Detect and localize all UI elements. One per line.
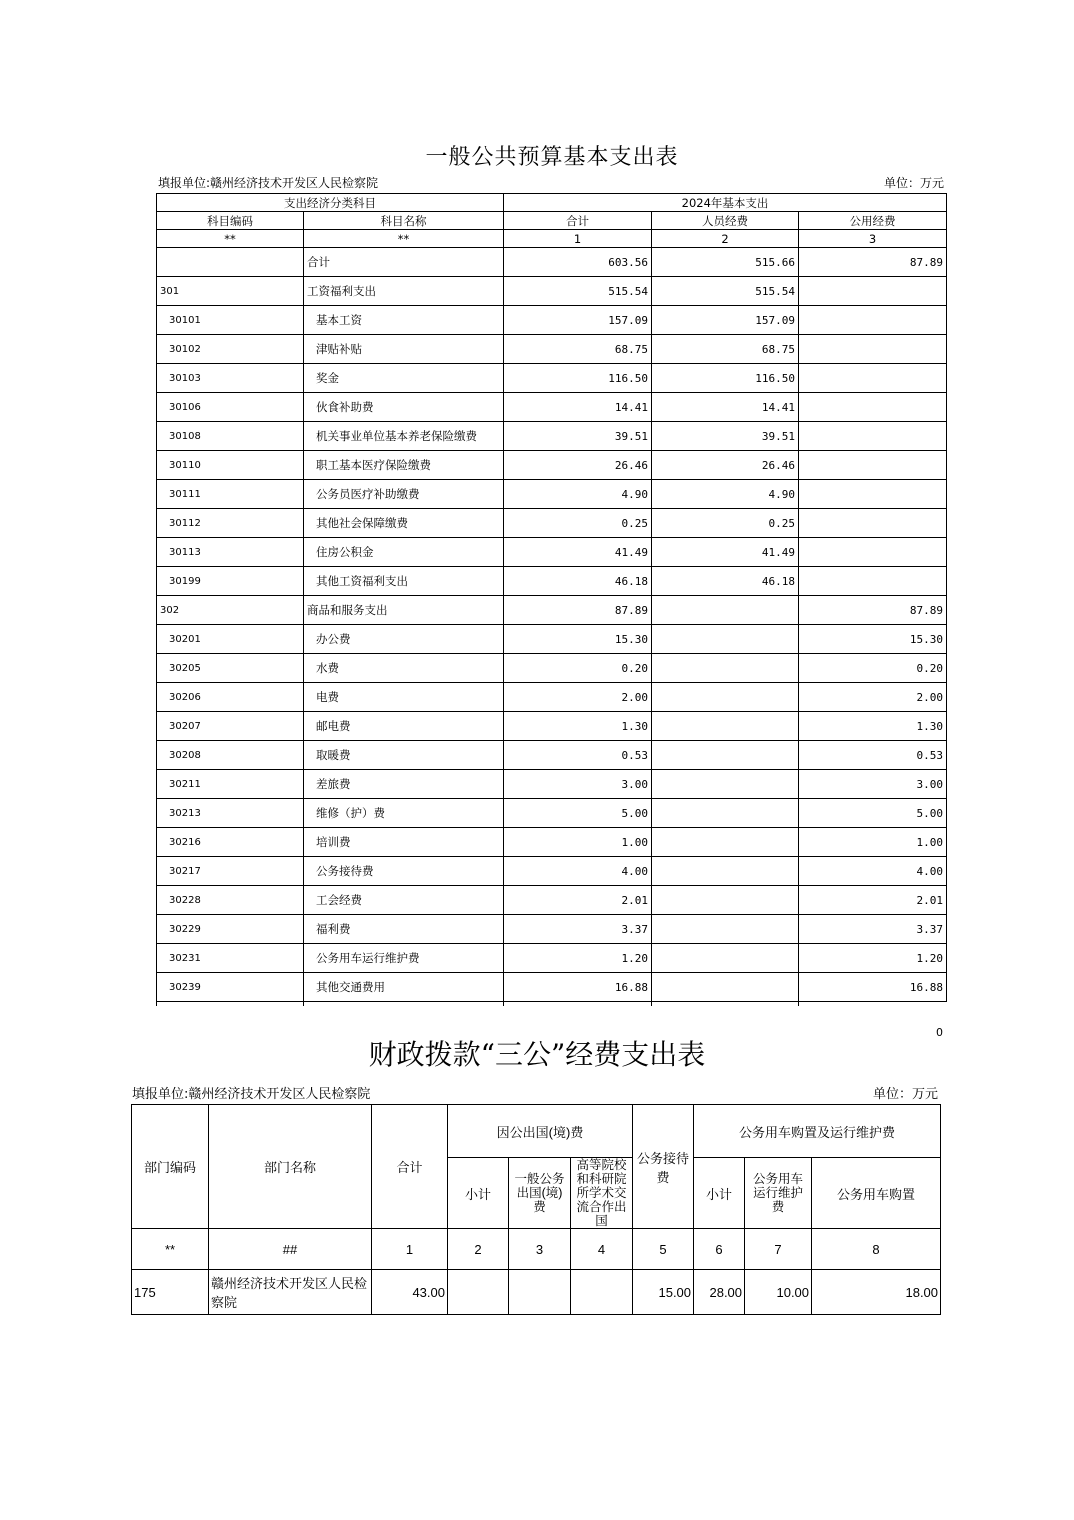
column-index: 3 bbox=[509, 1229, 571, 1270]
personnel-cell bbox=[652, 915, 799, 944]
public-cell: 1.30 bbox=[799, 712, 947, 741]
personnel-cell bbox=[652, 828, 799, 857]
subject-name-cell: 公务接待费 bbox=[304, 857, 504, 886]
subject-code-cell: 30207 bbox=[157, 712, 304, 741]
subject-code-cell: 30213 bbox=[157, 799, 304, 828]
public-cell: 1.20 bbox=[799, 944, 947, 973]
subject-code-cell: 30211 bbox=[157, 770, 304, 799]
personnel-cell bbox=[652, 886, 799, 915]
total-cell: 43.00 bbox=[372, 1270, 448, 1315]
column-index: 8 bbox=[812, 1229, 941, 1270]
personnel-cell bbox=[652, 712, 799, 741]
currency-unit-label: 单位：万元 bbox=[883, 176, 944, 190]
public-cell: 87.89 bbox=[799, 596, 947, 625]
subject-code-cell: 30208 bbox=[157, 741, 304, 770]
table-row bbox=[157, 683, 947, 712]
table-tail-cell bbox=[504, 1002, 652, 1007]
dept-name-cell: 赣州经济技术开发区人民检察院 bbox=[209, 1270, 372, 1315]
personnel-cell bbox=[652, 683, 799, 712]
header-abroad-general: 一般公务出国(境)费 bbox=[509, 1158, 571, 1229]
subject-code-cell: 30103 bbox=[157, 364, 304, 393]
total-cell: 14.41 bbox=[504, 393, 652, 422]
personnel-cell bbox=[652, 973, 799, 1002]
three-public-expenditure-table bbox=[131, 1104, 941, 1315]
header-vehicle-running: 公务用车运行维护费 bbox=[745, 1158, 812, 1229]
total-cell: 1.30 bbox=[504, 712, 652, 741]
subject-name-cell: 办公费 bbox=[304, 625, 504, 654]
personnel-cell bbox=[652, 857, 799, 886]
table-row bbox=[157, 335, 947, 364]
subject-name-cell: 工会经费 bbox=[304, 886, 504, 915]
subject-name-cell: 公务用车运行维护费 bbox=[304, 944, 504, 973]
header-basic-expenditure-group: 2024年基本支出 bbox=[504, 194, 947, 212]
header-vehicle-group: 公务用车购置及运行维护费 bbox=[694, 1105, 941, 1158]
subject-code-cell: 30110 bbox=[157, 451, 304, 480]
personnel-cell bbox=[652, 596, 799, 625]
personnel-cell: 26.46 bbox=[652, 451, 799, 480]
subject-code-cell: 30239 bbox=[157, 973, 304, 1002]
table-tail-cell bbox=[652, 1002, 799, 1007]
personnel-cell bbox=[652, 770, 799, 799]
public-cell bbox=[799, 567, 947, 596]
public-cell bbox=[799, 509, 947, 538]
table-row bbox=[157, 422, 947, 451]
personnel-cell: 515.54 bbox=[652, 277, 799, 306]
public-cell: 87.89 bbox=[799, 248, 947, 277]
abroad-general-cell bbox=[509, 1270, 571, 1315]
subject-name-cell: 其他工资福利支出 bbox=[304, 567, 504, 596]
currency-unit-label-2: 单位：万元 bbox=[872, 1087, 938, 1102]
table-row bbox=[157, 509, 947, 538]
subject-name-cell: 工资福利支出 bbox=[304, 277, 504, 306]
public-cell: 0.20 bbox=[799, 654, 947, 683]
total-cell: 157.09 bbox=[504, 306, 652, 335]
header-subject-name: 科目名称 bbox=[304, 212, 504, 230]
header-vehicle-subtotal: 小计 bbox=[694, 1158, 745, 1229]
total-cell: 16.88 bbox=[504, 973, 652, 1002]
column-index: 2 bbox=[448, 1229, 509, 1270]
subject-name-cell: 差旅费 bbox=[304, 770, 504, 799]
column-index: 2 bbox=[652, 230, 799, 248]
column-index: 7 bbox=[745, 1229, 812, 1270]
table-row bbox=[157, 973, 947, 1002]
subject-code-cell: 302 bbox=[157, 596, 304, 625]
subject-name-cell: 职工基本医疗保险缴费 bbox=[304, 451, 504, 480]
subject-name-cell: 机关事业单位基本养老保险缴费 bbox=[304, 422, 504, 451]
public-cell bbox=[799, 306, 947, 335]
header-total: 合计 bbox=[372, 1105, 448, 1229]
personnel-cell: 68.75 bbox=[652, 335, 799, 364]
total-cell: 603.56 bbox=[504, 248, 652, 277]
public-cell: 1.00 bbox=[799, 828, 947, 857]
total-cell: 46.18 bbox=[504, 567, 652, 596]
total-cell: 1.20 bbox=[504, 944, 652, 973]
table-row bbox=[157, 451, 947, 480]
public-cell: 3.37 bbox=[799, 915, 947, 944]
total-cell: 2.01 bbox=[504, 886, 652, 915]
public-cell bbox=[799, 277, 947, 306]
subject-name-cell: 取暖费 bbox=[304, 741, 504, 770]
subject-name-cell: 其他交通费用 bbox=[304, 973, 504, 1002]
total-cell: 68.75 bbox=[504, 335, 652, 364]
personnel-cell: 157.09 bbox=[652, 306, 799, 335]
personnel-cell: 4.90 bbox=[652, 480, 799, 509]
table-row bbox=[157, 364, 947, 393]
table-tail-cell bbox=[799, 1002, 947, 1007]
table-tail-cell bbox=[304, 1002, 504, 1007]
marker-name: ## bbox=[209, 1229, 372, 1270]
three-public-table-title: 财政拨款“三公”经费支出表 bbox=[368, 1038, 706, 1071]
total-cell: 4.90 bbox=[504, 480, 652, 509]
abroad-academic-cell bbox=[571, 1270, 633, 1315]
personnel-cell bbox=[652, 654, 799, 683]
subject-name-cell: 培训费 bbox=[304, 828, 504, 857]
header-classification-group: 支出经济分类科目 bbox=[157, 194, 504, 212]
header-vehicle-purchase: 公务用车购置 bbox=[812, 1158, 941, 1229]
header-subject-code: 科目编码 bbox=[157, 212, 304, 230]
table-row bbox=[157, 393, 947, 422]
table-row bbox=[157, 886, 947, 915]
personnel-cell: 0.25 bbox=[652, 509, 799, 538]
total-cell: 5.00 bbox=[504, 799, 652, 828]
budget-table-title: 一般公共预算基本支出表 bbox=[425, 145, 679, 170]
total-cell: 2.00 bbox=[504, 683, 652, 712]
public-cell: 3.00 bbox=[799, 770, 947, 799]
subject-code-cell: 30231 bbox=[157, 944, 304, 973]
table-row bbox=[132, 1270, 941, 1315]
table-row bbox=[157, 596, 947, 625]
public-cell: 2.00 bbox=[799, 683, 947, 712]
vehicle-subtotal-cell: 28.00 bbox=[694, 1270, 745, 1315]
total-cell: 0.53 bbox=[504, 741, 652, 770]
public-cell: 5.00 bbox=[799, 799, 947, 828]
subject-name-cell: 住房公积金 bbox=[304, 538, 504, 567]
public-cell bbox=[799, 364, 947, 393]
personnel-cell bbox=[652, 625, 799, 654]
subject-code-cell: 30228 bbox=[157, 886, 304, 915]
public-cell: 0.53 bbox=[799, 741, 947, 770]
table-row bbox=[157, 480, 947, 509]
table-row bbox=[157, 799, 947, 828]
table-row bbox=[157, 277, 947, 306]
vehicle-purchase-cell: 18.00 bbox=[812, 1270, 941, 1315]
subject-name-cell: 商品和服务支出 bbox=[304, 596, 504, 625]
header-public: 公用经费 bbox=[799, 212, 947, 230]
column-index: 4 bbox=[571, 1229, 633, 1270]
trailing-zero-value: 0 bbox=[936, 1026, 943, 1039]
subject-code-cell: 30113 bbox=[157, 538, 304, 567]
column-index: 3 bbox=[799, 230, 947, 248]
table-row bbox=[157, 625, 947, 654]
header-dept-name: 部门名称 bbox=[209, 1105, 372, 1229]
total-cell: 1.00 bbox=[504, 828, 652, 857]
public-cell bbox=[799, 335, 947, 364]
reception-cell: 15.00 bbox=[633, 1270, 694, 1315]
vehicle-running-cell: 10.00 bbox=[745, 1270, 812, 1315]
public-cell: 15.30 bbox=[799, 625, 947, 654]
header-personnel: 人员经费 bbox=[652, 212, 799, 230]
public-cell bbox=[799, 538, 947, 567]
marker-code: ** bbox=[157, 230, 304, 248]
table-tail-cell bbox=[157, 1002, 304, 1007]
subject-name-cell: 伙食补助费 bbox=[304, 393, 504, 422]
filing-unit-label: 填报单位:赣州经济技术开发区人民检察院 bbox=[158, 176, 379, 190]
column-index: 6 bbox=[694, 1229, 745, 1270]
table-row bbox=[157, 248, 947, 277]
table-row bbox=[157, 915, 947, 944]
table-row bbox=[157, 770, 947, 799]
public-cell: 2.01 bbox=[799, 886, 947, 915]
public-cell: 4.00 bbox=[799, 857, 947, 886]
column-index: 1 bbox=[372, 1229, 448, 1270]
header-total: 合计 bbox=[504, 212, 652, 230]
budget-expenditure-table bbox=[156, 193, 947, 1006]
personnel-cell: 515.66 bbox=[652, 248, 799, 277]
personnel-cell: 116.50 bbox=[652, 364, 799, 393]
subject-name-cell: 其他社会保障缴费 bbox=[304, 509, 504, 538]
personnel-cell: 41.49 bbox=[652, 538, 799, 567]
total-cell: 3.37 bbox=[504, 915, 652, 944]
subject-code-cell: 30201 bbox=[157, 625, 304, 654]
marker-name: ** bbox=[304, 230, 504, 248]
subject-name-cell: 公务员医疗补助缴费 bbox=[304, 480, 504, 509]
table-row bbox=[157, 944, 947, 973]
total-cell: 515.54 bbox=[504, 277, 652, 306]
table-row bbox=[157, 828, 947, 857]
total-cell: 116.50 bbox=[504, 364, 652, 393]
subject-name-cell: 福利费 bbox=[304, 915, 504, 944]
subject-name-cell: 津贴补贴 bbox=[304, 335, 504, 364]
subject-code-cell: 30108 bbox=[157, 422, 304, 451]
public-cell bbox=[799, 451, 947, 480]
subject-name-cell: 水费 bbox=[304, 654, 504, 683]
public-cell bbox=[799, 480, 947, 509]
subject-code-cell: 30217 bbox=[157, 857, 304, 886]
total-cell: 15.30 bbox=[504, 625, 652, 654]
subject-name-cell: 邮电费 bbox=[304, 712, 504, 741]
personnel-cell: 46.18 bbox=[652, 567, 799, 596]
total-cell: 39.51 bbox=[504, 422, 652, 451]
table-row bbox=[157, 567, 947, 596]
table-row bbox=[157, 538, 947, 567]
total-cell: 4.00 bbox=[504, 857, 652, 886]
subject-code-cell: 301 bbox=[157, 277, 304, 306]
personnel-cell bbox=[652, 741, 799, 770]
table-row bbox=[157, 654, 947, 683]
personnel-cell: 39.51 bbox=[652, 422, 799, 451]
header-abroad-academic: 高等院校和科研院所学术交流合作出国 bbox=[571, 1158, 633, 1229]
subject-code-cell: 30229 bbox=[157, 915, 304, 944]
table-row bbox=[157, 741, 947, 770]
table-row bbox=[157, 306, 947, 335]
personnel-cell: 14.41 bbox=[652, 393, 799, 422]
subject-name-cell: 合计 bbox=[304, 248, 504, 277]
subject-name-cell: 奖金 bbox=[304, 364, 504, 393]
subject-code-cell: 30102 bbox=[157, 335, 304, 364]
table-row bbox=[157, 712, 947, 741]
total-cell: 0.25 bbox=[504, 509, 652, 538]
filing-unit-label-2: 填报单位:赣州经济技术开发区人民检察院 bbox=[132, 1087, 371, 1102]
subject-code-cell: 30101 bbox=[157, 306, 304, 335]
personnel-cell bbox=[652, 944, 799, 973]
personnel-cell bbox=[652, 799, 799, 828]
subject-code-cell: 30111 bbox=[157, 480, 304, 509]
table-row bbox=[157, 857, 947, 886]
subject-code-cell: 30112 bbox=[157, 509, 304, 538]
subject-code-cell: 30216 bbox=[157, 828, 304, 857]
subject-code-cell bbox=[157, 248, 304, 277]
header-dept-code: 部门编码 bbox=[132, 1105, 209, 1229]
subject-code-cell: 30199 bbox=[157, 567, 304, 596]
abroad-subtotal-cell bbox=[448, 1270, 509, 1315]
public-cell bbox=[799, 422, 947, 451]
subject-code-cell: 30205 bbox=[157, 654, 304, 683]
subject-name-cell: 电费 bbox=[304, 683, 504, 712]
total-cell: 3.00 bbox=[504, 770, 652, 799]
public-cell bbox=[799, 393, 947, 422]
subject-name-cell: 维修（护）费 bbox=[304, 799, 504, 828]
public-cell: 16.88 bbox=[799, 973, 947, 1002]
header-reception: 公务接待费 bbox=[633, 1105, 694, 1229]
column-index: 1 bbox=[504, 230, 652, 248]
total-cell: 0.20 bbox=[504, 654, 652, 683]
header-abroad-group: 因公出国(境)费 bbox=[448, 1105, 633, 1158]
subject-name-cell: 基本工资 bbox=[304, 306, 504, 335]
marker-code: ** bbox=[132, 1229, 209, 1270]
total-cell: 41.49 bbox=[504, 538, 652, 567]
subject-code-cell: 30106 bbox=[157, 393, 304, 422]
dept-code-cell: 175 bbox=[132, 1270, 209, 1315]
header-abroad-subtotal: 小计 bbox=[448, 1158, 509, 1229]
column-index: 5 bbox=[633, 1229, 694, 1270]
subject-code-cell: 30206 bbox=[157, 683, 304, 712]
total-cell: 26.46 bbox=[504, 451, 652, 480]
total-cell: 87.89 bbox=[504, 596, 652, 625]
